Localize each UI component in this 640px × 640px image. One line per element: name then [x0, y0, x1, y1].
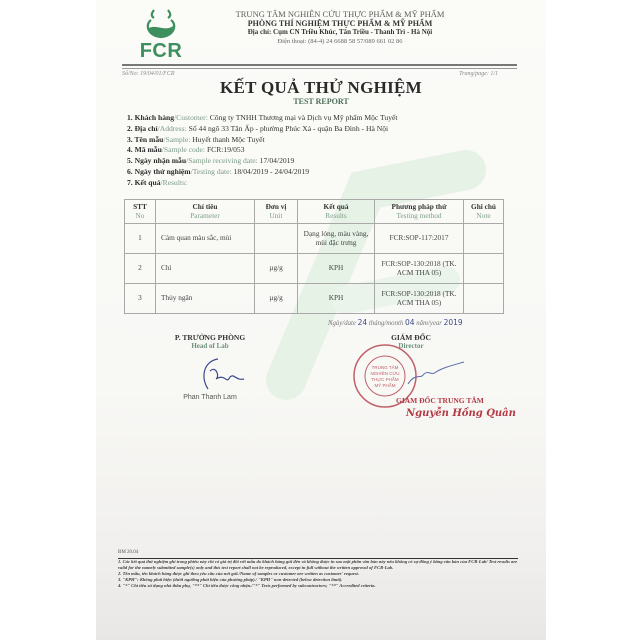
director-stamp-title: GIÁM ĐỐC TRUNG TÂM — [396, 396, 484, 405]
info-sample-code: 4. Mã mẫu/Sample code: FCR:19/053 — [127, 145, 245, 155]
date-month: 04 — [404, 318, 415, 327]
org-name: TRUNG TÂM NGHIÊN CỨU THỰC PHẨM & MỸ PHẨM — [235, 9, 445, 19]
header-results: Kết quả Results — [298, 200, 375, 224]
header-divider — [122, 64, 517, 69]
info-testing-date: 6. Ngày thử nghiệm/Testing date: 18/04/2019 - 24/04/2019 — [127, 166, 310, 176]
note-3: 3. "KPH": Không phát hiện (dưới ngưỡng phát hiện của phương pháp)./ "KPH" non-detected (below detection limit). — [118, 577, 343, 583]
info-sample: 3. Tên mẫu/Sample: Huyết thanh Mộc Tuyết — [127, 134, 265, 144]
results-table — [124, 199, 504, 314]
report-subtitle: TEST REPORT — [293, 97, 349, 106]
issue-date: Ngày/date 24 tháng/month 04 năm/year 2019 — [328, 318, 463, 327]
test-report-page — [96, 0, 546, 640]
info-results: 7. Kết quả/Results: — [127, 177, 188, 187]
document-number: Số/No: 19/04/01/FCR — [122, 71, 175, 77]
cell-method: FCR:SOP-130:2018 (TK. ACM THA 05) — [375, 254, 464, 284]
head-of-lab-signature-icon — [196, 355, 256, 395]
cell-unit — [255, 224, 298, 254]
organization-block — [200, 10, 480, 46]
table-row — [125, 224, 504, 254]
note-4: 4. "*" Chỉ tiêu sử dụng nhà thầu phụ, "**" Chỉ tiêu được công nhận./"*" Tests performed by subcontractors; "**" Accredited criteria. — [118, 583, 376, 589]
flask-icon — [139, 8, 183, 40]
fcr-logo — [139, 8, 183, 62]
logo-text: FCR — [139, 40, 183, 62]
cell-parameter: Thủy ngân — [156, 284, 255, 314]
cell-no: 2 — [125, 254, 156, 284]
director-role-en: Director — [398, 342, 424, 350]
note-1: 1. Các kết quả thử nghiệm ghi trong phiếu này chỉ có giá trị đối với mẫu do khách hàng gửi đến và không được in sao một phần văn bản này nếu không có sự đồng ý bằng văn bản của FCR-Lab/ Test results are valid for the namely submitted sample(s) only and this test report shall not be reproduced, except in full without the written approval of FCR-Lab. — [118, 559, 518, 571]
svg-text:THỰC PHẨM: THỰC PHẨM — [371, 377, 399, 382]
footer-notes — [118, 559, 518, 589]
head-of-lab-name: Phan Thanh Lam — [183, 394, 237, 401]
form-code: BM 20.04 — [118, 550, 139, 555]
table-row — [125, 284, 504, 314]
info-receiving-date: 5. Ngày nhận mẫu/Sample receiving date: 17/04/2019 — [127, 156, 295, 166]
header-no: STT No — [125, 200, 156, 224]
cell-note — [464, 254, 504, 284]
report-title: KẾT QUẢ THỬ NGHIỆM — [219, 78, 423, 97]
info-address: 2. Địa chỉ/Address: Số 44 ngõ 33 Tân Ấp - phường Phúc Xá - quận Ba Đình - Hà Nội — [127, 123, 389, 133]
cell-unit: µg/g — [255, 254, 298, 284]
cell-result: KPH — [298, 254, 375, 284]
cell-parameter: Chì — [156, 254, 255, 284]
svg-text:NGHIÊN CỨU: NGHIÊN CỨU — [370, 371, 400, 376]
head-of-lab-role: P. TRƯỞNG PHÒNG — [174, 333, 246, 342]
lab-name: PHÒNG THÍ NGHIỆM THỰC PHẨM & MỸ PHẨM — [247, 19, 433, 28]
cell-method: FCR:SOP-117:2017 — [375, 224, 464, 254]
header-method: Phương pháp thử Testing method — [375, 200, 464, 224]
cell-result: KPH — [298, 284, 375, 314]
org-phone: Điện thoại: (84-4) 24 6688 58 57/089 661 02 86 — [277, 38, 403, 45]
header-unit: Đơn vị Unit — [255, 200, 298, 224]
note-2: 2. Tên mẫu, tên khách hàng được ghi theo yêu cầu của nơi gửi./Name of samples or customer are written as customer' request. — [118, 571, 359, 577]
header-note: Ghi chú Note — [464, 200, 504, 224]
director-signature-icon — [406, 360, 466, 390]
cell-unit: µg/g — [255, 284, 298, 314]
cell-note — [464, 224, 504, 254]
info-customer: 1. Khách hàng/Customer: Công ty TNHH Thương mại và Dịch vụ Mỹ phẩm Mộc Tuyết — [127, 113, 398, 122]
svg-text:MỸ PHẨM: MỸ PHẨM — [374, 383, 396, 388]
header-parameter: Chỉ tiêu Parameter — [156, 200, 255, 224]
table-row — [125, 254, 504, 284]
director-name: Nguyễn Hồng Quân — [406, 408, 516, 419]
date-day: 24 — [357, 318, 368, 327]
cell-method: FCR:SOP-130:2018 (TK. ACM THA 05) — [375, 284, 464, 314]
date-year: 2019 — [443, 318, 463, 327]
cell-result: Dạng lỏng, màu vàng, mùi đặc trưng — [298, 224, 375, 254]
cell-note — [464, 284, 504, 314]
page-number: Trang/page: 1/1 — [459, 71, 498, 77]
org-address: Địa chỉ: Cụm CN Triều Khúc, Tân Triều - Thanh Trì - Hà Nội — [247, 28, 433, 36]
sample-info — [127, 113, 398, 189]
table-header-row — [125, 200, 504, 224]
cell-no: 1 — [125, 224, 156, 254]
cell-parameter: Cảm quan màu sắc, mùi — [156, 224, 255, 254]
head-of-lab-role-en: Head of Lab — [191, 342, 229, 350]
director-role: GIÁM ĐỐC — [391, 333, 431, 342]
svg-text:TRUNG TÂM: TRUNG TÂM — [371, 365, 399, 370]
cell-no: 3 — [125, 284, 156, 314]
